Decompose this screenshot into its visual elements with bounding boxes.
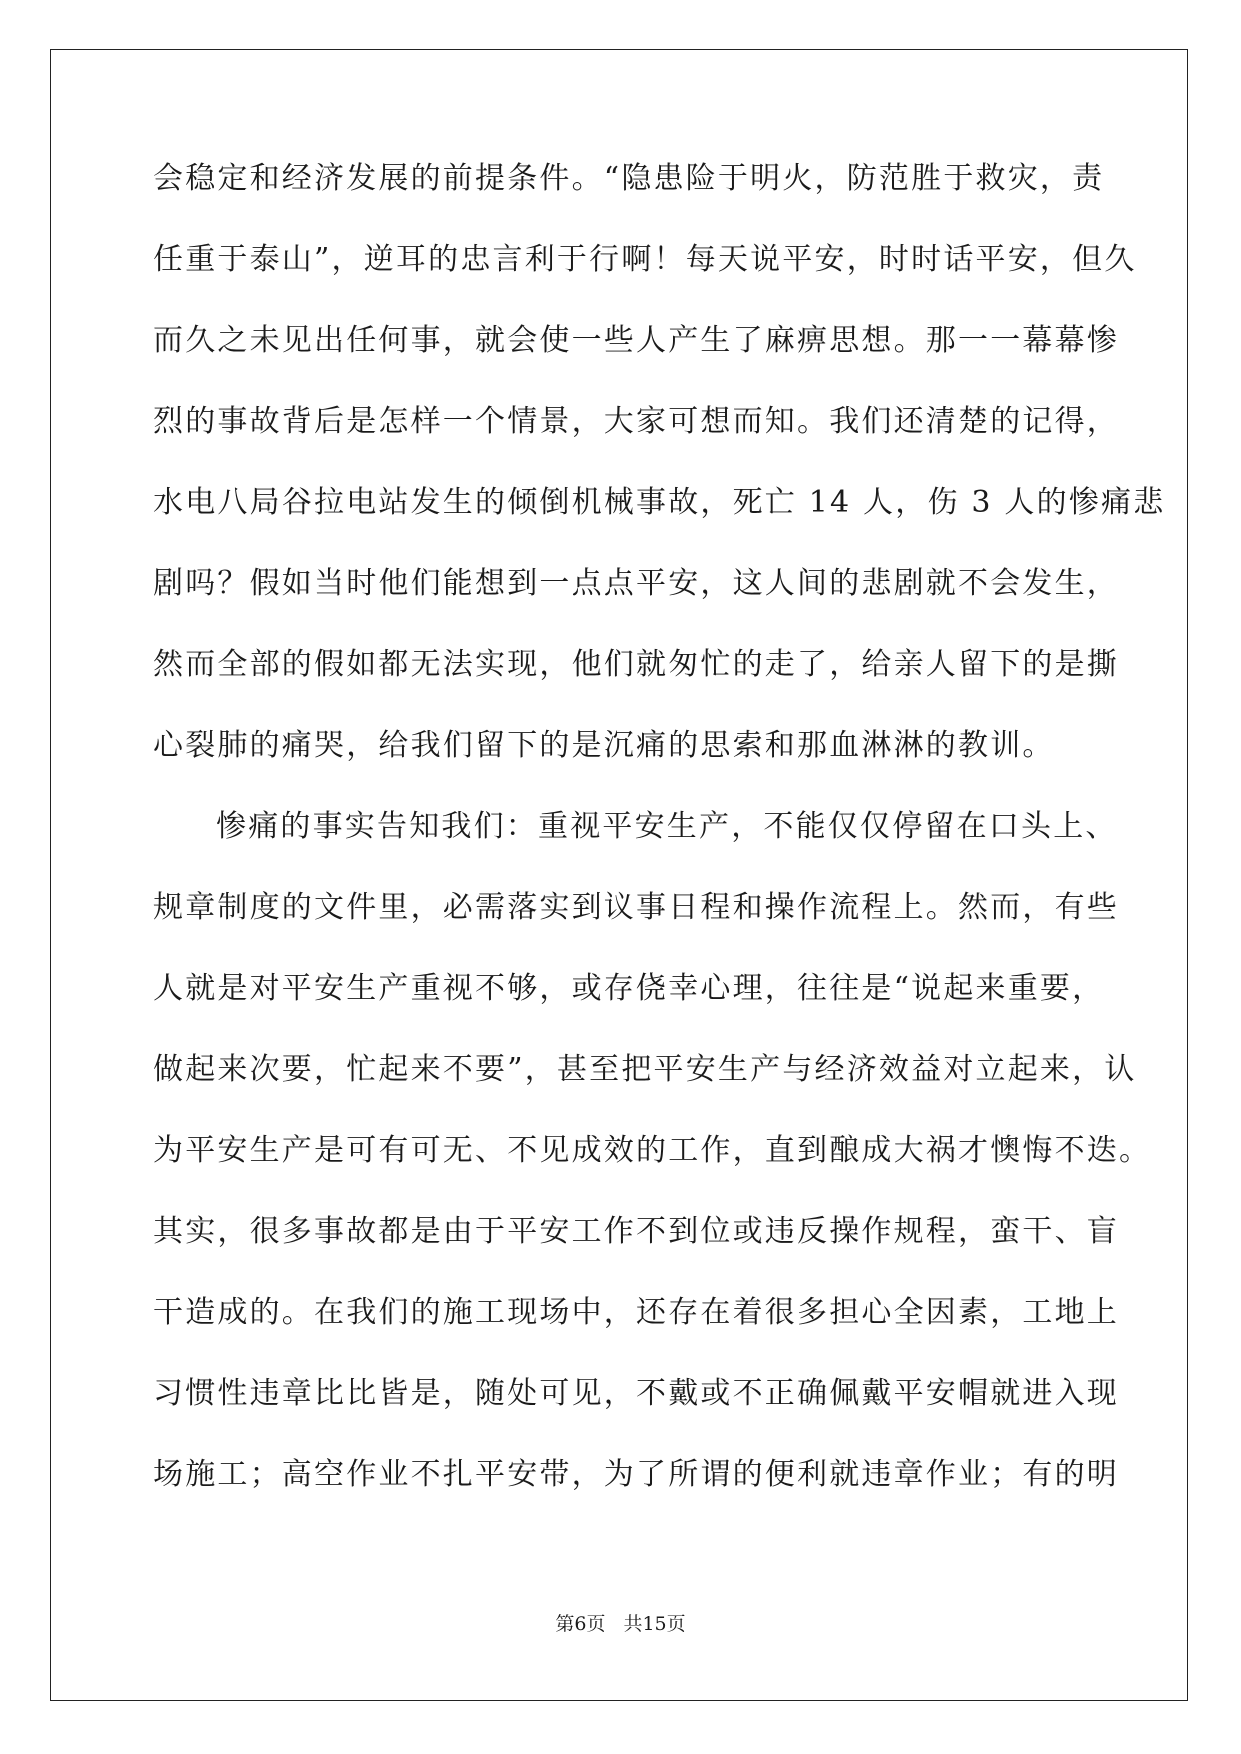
body-line: 烈的事故背后是怎样一个情景，大家可想而知。我们还清楚的记得， [153, 404, 1119, 439]
body-line: 做起来次要，忙起来不要”，甚至把平安生产与经济效益对立起来，认 [153, 1052, 1137, 1087]
page-total: 共15页 [623, 1613, 686, 1635]
page-footer [0, 1609, 1241, 1636]
body-line: 其实，很多事故都是由于平安工作不到位或违反操作规程，蛮干、盲 [153, 1214, 1119, 1249]
body-line: 水电八局谷拉电站发生的倾倒机械事故，死亡 14 人，伤 3 人的惨痛悲 [153, 485, 1166, 520]
body-line: 会稳定和经济发展的前提条件。“隐患险于明火，防范胜于救灾，责 [153, 161, 1105, 196]
body-line: 而久之未见出任何事，就会使一些人产生了麻痹思想。那一一幕幕惨 [153, 323, 1119, 358]
body-line: 场施工；高空作业不扎平安带，为了所谓的便利就违章作业；有的明 [153, 1457, 1119, 1492]
body-line: 心裂肺的痛哭，给我们留下的是沉痛的思索和那血淋淋的教训。 [153, 728, 1055, 763]
body-line: 然而全部的假如都无法实现，他们就匆忙的走了，给亲人留下的是撕 [153, 647, 1119, 682]
document-body [153, 160, 1166, 1537]
body-line: 规章制度的文件里，必需落实到议事日程和操作流程上。然而，有些 [153, 890, 1119, 925]
body-line: 剧吗？假如当时他们能想到一点点平安，这人间的悲剧就不会发生， [153, 566, 1119, 601]
body-line: 人就是对平安生产重视不够，或存侥幸心理，往往是“说起来重要， [153, 971, 1105, 1006]
body-line: 任重于泰山”，逆耳的忠言利于行啊！每天说平安，时时话平安，但久 [153, 242, 1137, 277]
body-line: 习惯性违章比比皆是，随处可见，不戴或不正确佩戴平安帽就进入现 [153, 1376, 1119, 1411]
body-line: 干造成的。在我们的施工现场中，还存在着很多担心全因素，工地上 [153, 1295, 1119, 1330]
page-number: 第6页 [555, 1613, 606, 1635]
paragraph-start-line: 惨痛的事实告知我们：重视平安生产，不能仅仅停留在口头上、 [216, 809, 1118, 844]
body-line: 为平安生产是可有可无、不见成效的工作，直到酿成大祸才懊悔不迭。 [153, 1133, 1152, 1168]
